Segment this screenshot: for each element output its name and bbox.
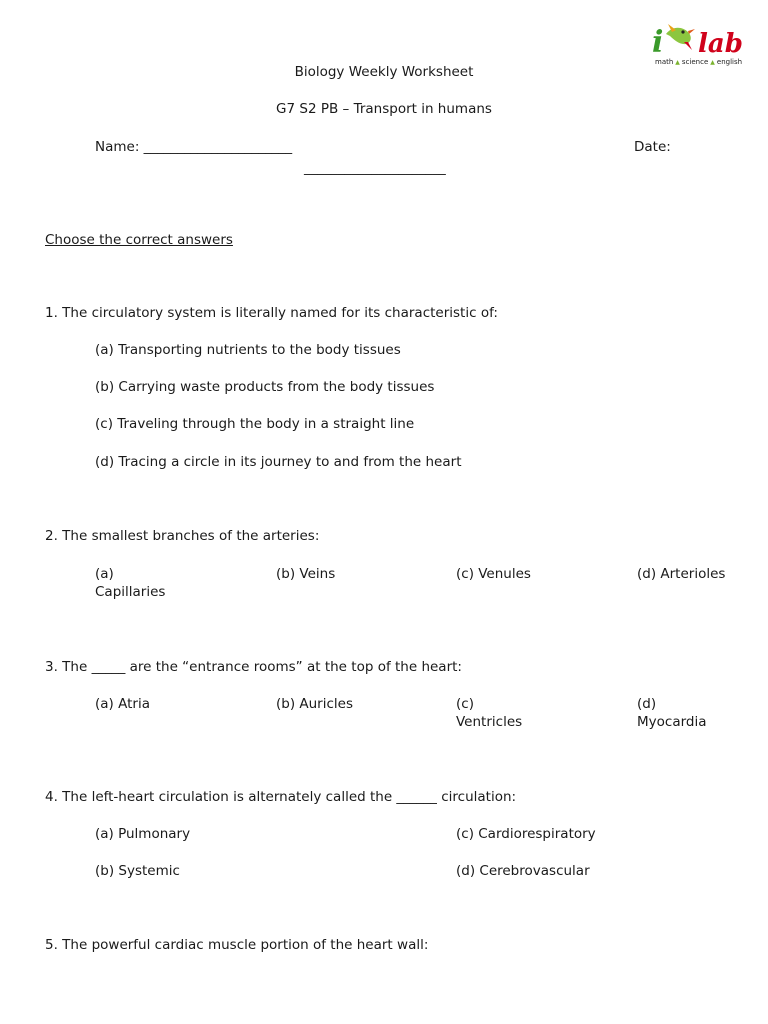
question-4-stem: 4. The left-heart circulation is alternately called the ______ circulation:	[45, 789, 517, 805]
question-1-option-c: (c) Traveling through the body in a straight line	[95, 416, 415, 432]
question-2-option-a: (a) Capillaries	[95, 566, 166, 600]
worksheet-subtitle: G7 S2 PB – Transport in humans	[276, 101, 492, 117]
question-3-option-c: (c) Ventricles	[456, 696, 523, 730]
question-2-stem: 2. The smallest branches of the arteries:	[45, 528, 320, 544]
svg-text:lab: lab	[698, 29, 743, 58]
question-4-option-c: (c) Cardiorespiratory	[456, 826, 596, 842]
date-field-line: _____________________	[304, 160, 446, 176]
tagline-dot-icon: ▲	[675, 59, 680, 66]
date-field-label: Date:	[634, 139, 671, 155]
ilab-logo-graphic	[648, 18, 754, 58]
name-field-label: Name: ______________________	[95, 139, 293, 155]
question-1-option-a: (a) Transporting nutrients to the body tissues	[95, 342, 401, 358]
question-1-stem: 1. The circulatory system is literally named for its characteristic of:	[45, 305, 498, 321]
question-2-option-c: (c) Venules	[456, 566, 531, 582]
question-3-option-b: (b) Auricles	[276, 696, 353, 712]
question-4-option-a: (a) Pulmonary	[95, 826, 191, 842]
question-3-stem: 3. The _____ are the “entrance rooms” at the top of the heart:	[45, 659, 462, 675]
question-3-option-a: (a) Atria	[95, 696, 150, 712]
instructions-heading: Choose the correct answers	[45, 232, 233, 248]
question-5-stem: 5. The powerful cardiac muscle portion of the heart wall:	[45, 937, 429, 953]
question-2-option-b: (b) Veins	[276, 566, 336, 582]
question-1-option-b: (b) Carrying waste products from the body tissues	[95, 379, 435, 395]
tagline-dot-icon: ▲	[710, 59, 715, 66]
question-2-option-d: (d) Arterioles	[637, 566, 726, 582]
question-4-option-b: (b) Systemic	[95, 863, 180, 879]
logo-tagline-math: math	[655, 58, 674, 66]
logo-tagline-science: science	[681, 58, 709, 66]
question-3-option-d: (d) Myocardia	[637, 696, 707, 730]
worksheet-title: Biology Weekly Worksheet	[294, 64, 474, 80]
logo-tagline-english: english	[716, 58, 743, 66]
svg-text:i: i	[652, 25, 664, 58]
question-1-option-d: (d) Tracing a circle in its journey to and from the heart	[95, 454, 462, 470]
question-4-option-d: (d) Cerebrovascular	[456, 863, 590, 879]
